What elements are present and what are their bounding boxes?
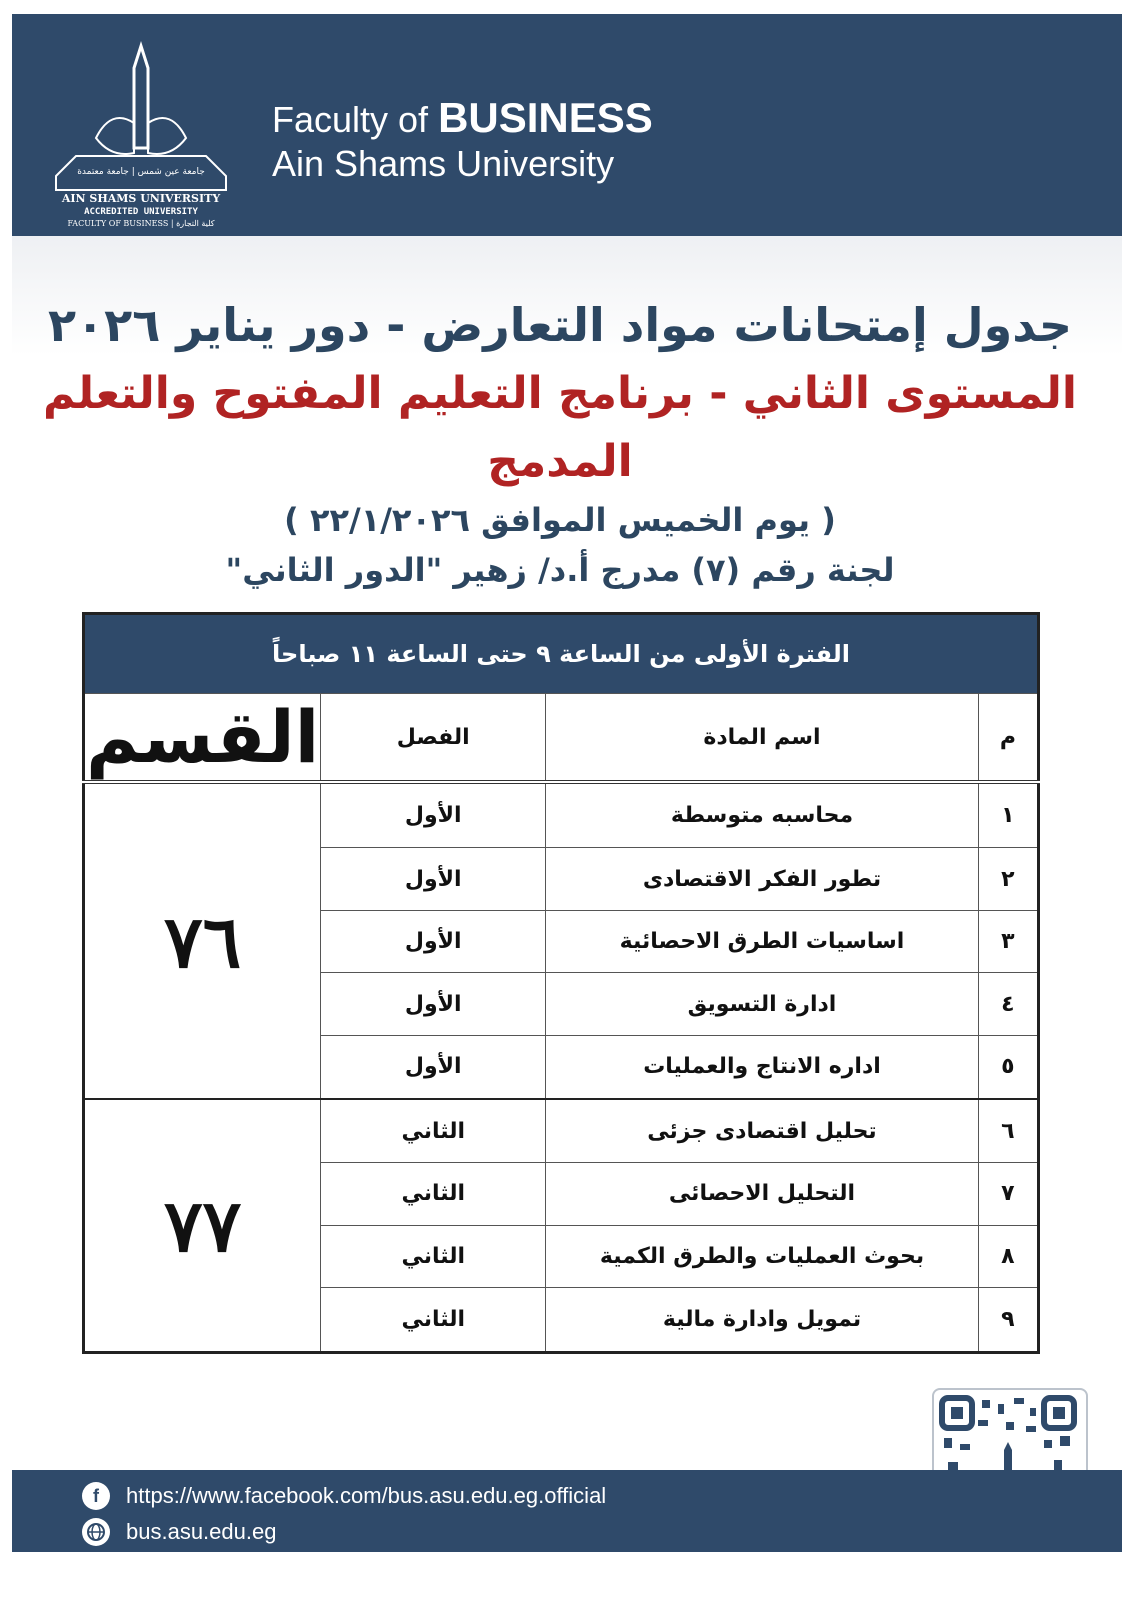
period-header: الفترة الأولى من الساعة ٩ حتى الساعة ١١ صباحاً [84,614,1039,694]
col-header-semester: الفصل [321,694,546,783]
col-header-department: القسم [84,694,321,783]
row-subject: ادارة التسويق [546,973,979,1036]
exam-date: ( يوم الخميس الموافق ٢٢/١/٢٠٢٦ ) [284,501,836,539]
schedule-title: جدول إمتحانات مواد التعارض - دور يناير ٢٠٢٦ [48,298,1072,352]
row-subject: اساسيات الطرق الاحصائية [546,910,979,973]
row-subject: بحوث العمليات والطرق الكمية [546,1225,979,1288]
globe-icon [82,1518,110,1546]
row-subject: تمويل وادارة مالية [546,1288,979,1353]
row-semester: الثاني [321,1225,546,1288]
header-banner [12,14,1122,236]
row-num: ٨ [978,1225,1038,1288]
website-url[interactable]: bus.asu.edu.eg [126,1519,277,1544]
row-semester: الثاني [321,1099,546,1163]
website-link[interactable] [82,1518,276,1546]
row-semester: الأول [321,973,546,1036]
row-num: ٧ [978,1163,1038,1226]
schedule-title-block [40,290,1080,596]
row-semester: الثاني [321,1288,546,1353]
facebook-link[interactable] [82,1482,606,1510]
row-semester: الأول [321,848,546,911]
col-header-subject: اسم المادة [546,694,979,783]
faculty-brand [272,96,653,186]
row-num: ٢ [978,848,1038,911]
svg-text:AIN SHAMS UNIVERSITY: AIN SHAMS UNIVERSITY [61,192,221,205]
col-header-num: م [978,694,1038,783]
row-num: ٦ [978,1099,1038,1163]
table-row [84,1099,1039,1163]
svg-text:جامعة عين شمس | جامعة معتمدة: جامعة عين شمس | جامعة معتمدة [77,167,205,177]
department-code: ٧٦ [84,782,321,1099]
row-subject: التحليل الاحصائى [546,1163,979,1226]
row-num: ٥ [978,1035,1038,1099]
facebook-icon: f [82,1482,110,1510]
row-num: ١ [978,782,1038,848]
program-subtitle: المستوى الثاني - برنامج التعليم المفتوح والتعلم المدمج [43,368,1077,487]
row-num: ٩ [978,1288,1038,1353]
row-semester: الثاني [321,1163,546,1226]
row-semester: الأول [321,782,546,848]
university-logo [36,28,246,228]
svg-text:ACCREDITED UNIVERSITY: ACCREDITED UNIVERSITY [84,207,198,217]
row-semester: الأول [321,910,546,973]
row-subject: محاسبه متوسطة [546,782,979,848]
row-num: ٤ [978,973,1038,1036]
svg-text:FACULTY OF BUSINESS | كلية الت: FACULTY OF BUSINESS | كلية التجارة [67,219,215,228]
committee-info: لجنة رقم (٧) مدرج أ.د/ زهير "الدور الثاني" [225,551,895,589]
row-subject: تحليل اقتصادى جزئى [546,1099,979,1163]
department-code: ٧٧ [84,1099,321,1352]
faculty-prefix: Faculty of [272,99,429,140]
footer-bar [12,1470,1122,1552]
row-num: ٣ [978,910,1038,973]
exam-schedule-table [82,612,1040,1354]
row-subject: اداره الانتاج والعمليات [546,1035,979,1099]
table-row [84,782,1039,848]
row-subject: تطور الفكر الاقتصادى [546,848,979,911]
university-name: Ain Shams University [272,143,615,184]
faculty-name: BUSINESS [438,94,653,141]
row-semester: الأول [321,1035,546,1099]
facebook-url[interactable]: https://www.facebook.com/bus.asu.edu.eg.official [126,1483,607,1508]
